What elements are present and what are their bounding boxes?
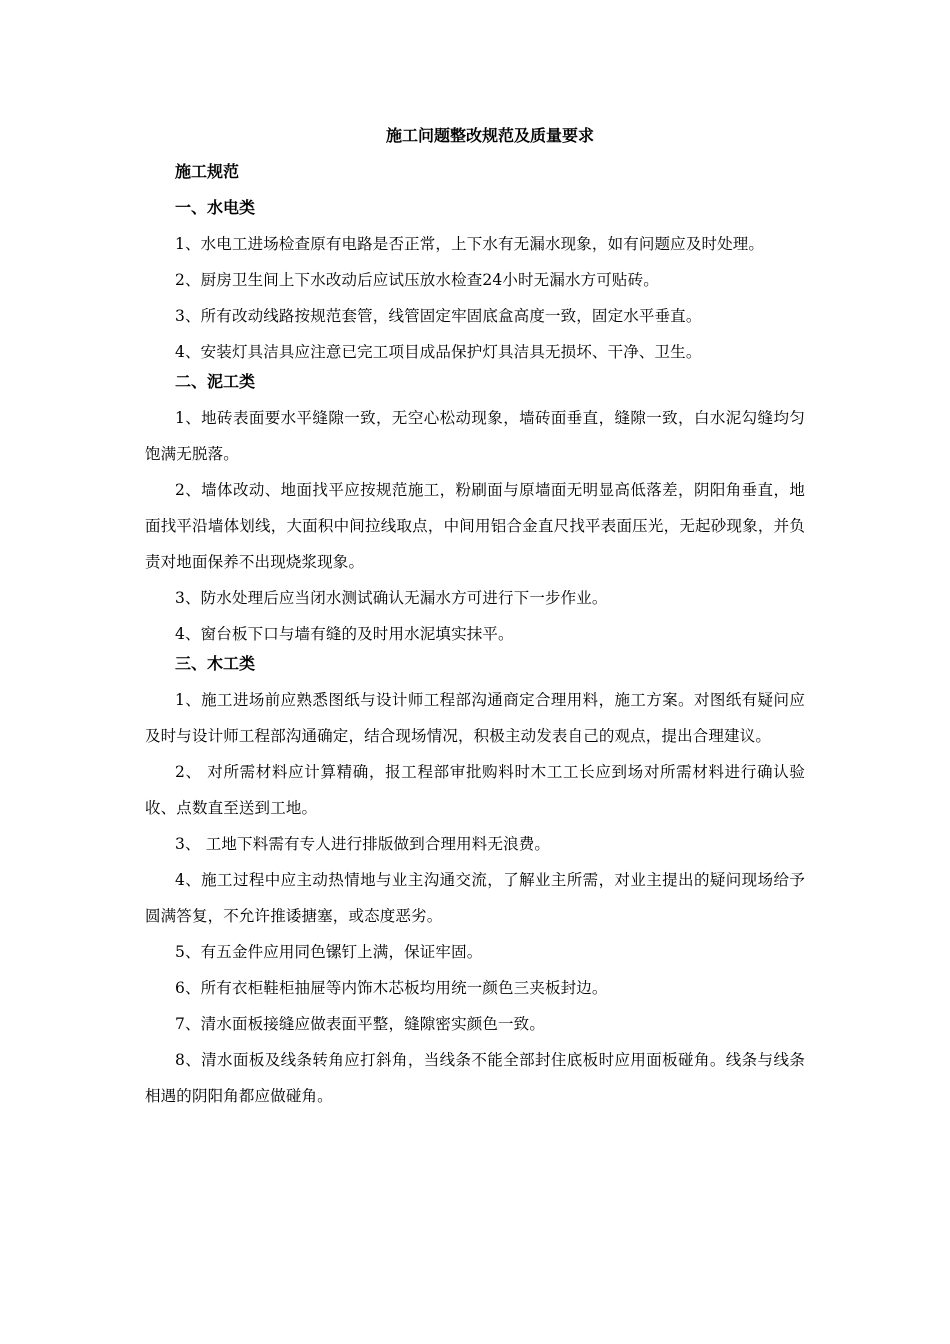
list-item: 1、水电工进场检查原有电路是否正常，上下水有无漏水现象，如有问题应及时处理。 — [175, 235, 765, 253]
list-item: 1、施工进场前应熟悉图纸与设计师工程部沟通商定合理用料，施工方案。对图纸有疑问应及时与设计师工程部沟通确定，结合现场情况，积极主动发表自己的观点，提出合理建议。 — [145, 691, 805, 745]
list-item: 5、有五金件应用同色镙钉上满，保证牢固。 — [175, 943, 483, 961]
document-title: 施工问题整改规范及质量要求 — [385, 126, 594, 145]
group-carpentry — [145, 652, 805, 1114]
list-item: 2、墙体改动、地面找平应按规范施工，粉刷面与原墙面无明显高低落差，阴阳角垂直，地面找平沿墙体划线，大面积中间拉线取点，中间用铝合金直尺找平表面压光，无起砂现象，并负责对地面保养不出现烧浆现象。 — [145, 481, 805, 571]
group-heading: 三、木工类 — [175, 654, 256, 673]
list-item: 3、所有改动线路按规范套管，线管固定牢固底盒高度一致，固定水平垂直。 — [175, 307, 702, 325]
list-item: 6、所有衣柜鞋柜抽屉等内饰木芯板均用统一颜色三夹板封边。 — [175, 979, 608, 997]
list-item: 4、安装灯具洁具应注意已完工项目成品保护灯具洁具无损坏、干净、卫生。 — [175, 343, 702, 361]
group-heading: 二、泥工类 — [175, 372, 256, 391]
list-item: 2、厨房卫生间上下水改动后应试压放水检查24小时无漏水方可贴砖。 — [175, 271, 659, 289]
list-item: 7、清水面板接缝应做表面平整，缝隙密实颜色一致。 — [175, 1015, 545, 1033]
group-masonry — [145, 370, 805, 652]
list-item: 1、地砖表面要水平缝隙一致，无空心松动现象，墙砖面垂直，缝隙一致，白水泥勾缝均匀饱满无脱落。 — [145, 409, 805, 463]
list-item: 4、窗台板下口与墙有缝的及时用水泥填实抹平。 — [175, 625, 514, 643]
document-page — [145, 124, 805, 1114]
list-item: 3、防水处理后应当闭水测试确认无漏水方可进行下一步作业。 — [175, 589, 608, 607]
list-item: 3、 工地下料需有专人进行排版做到合理用料无浪费。 — [175, 835, 551, 853]
list-item: 2、 对所需材料应计算精确，报工程部审批购料时木工工长应到场对所需材料进行确认验收、点数直至送到工地。 — [145, 763, 805, 817]
list-item: 8、清水面板及线条转角应打斜角，当线条不能全部封住底板时应用面板碰角。线条与线条相遇的阴阳角都应做碰角。 — [145, 1051, 805, 1105]
group-heading: 一、水电类 — [175, 198, 256, 217]
group-water-electric — [145, 196, 805, 370]
section-heading: 施工规范 — [175, 162, 240, 181]
list-item: 4、施工过程中应主动热情地与业主沟通交流，了解业主所需，对业主提出的疑问现场给予圆满答复，不允许推诿搪塞，或态度恶劣。 — [145, 871, 805, 925]
